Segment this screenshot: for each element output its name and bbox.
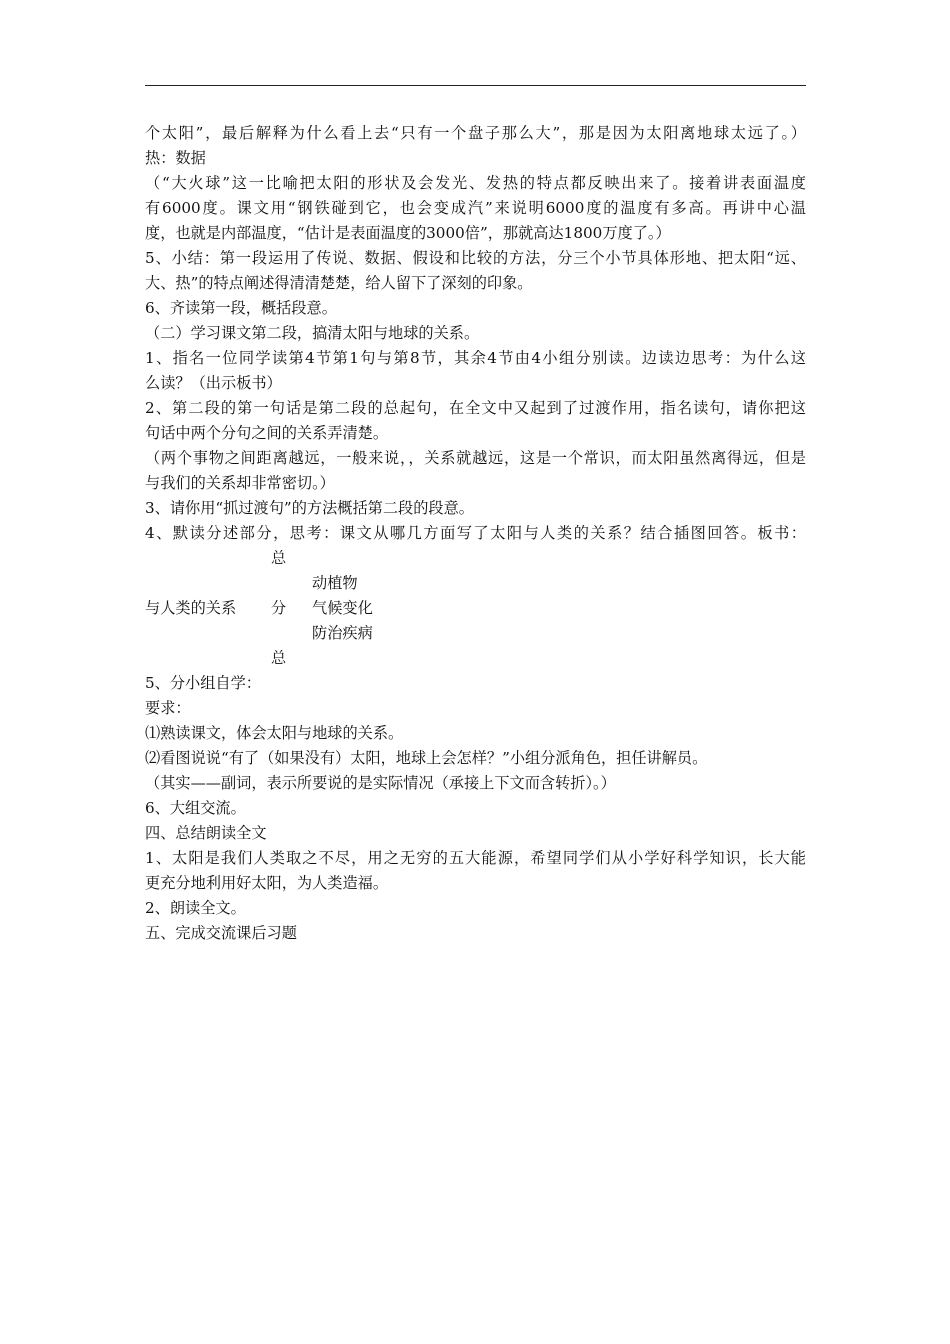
text-block-after-board <box>145 671 806 946</box>
text-line: （其实——副词，表示所要说的是实际情况（承接上下文而含转折）。） <box>145 774 616 792</box>
text-line: 与我们的关系却非常密切。） <box>145 474 335 492</box>
text-line: 1、太阳是我们人类取之不尽，用之无穷的五大能源，希望同学们从小学好科学知识，长大能 <box>145 849 806 867</box>
board-section-marker: 总 <box>271 549 287 567</box>
board-item: 气候变化 <box>312 599 373 617</box>
text-line: 五、完成交流课后习题 <box>145 924 297 942</box>
board-row <box>145 646 806 671</box>
text-line: 6、齐读第一段，概括段意。 <box>145 299 337 317</box>
board-item: 防治疾病 <box>312 624 373 642</box>
document-body <box>145 121 806 946</box>
text-line: 2、第二段的第一句话是第二段的总起句，在全文中又起到了过渡作用，指名读句，请你把这 <box>145 399 806 417</box>
board-item: 动植物 <box>312 574 358 592</box>
text-line: 个太阳”，最后解释为什么看上去“只有一个盘子那么大”，那是因为太阳离地球太远了。） <box>145 124 806 142</box>
text-line: 5、分小组自学： <box>145 674 261 692</box>
text-line: 更充分地利用好太阳，为人类造福。 <box>145 874 388 892</box>
text-line: 度，也就是内部温度，“估计是表面温度的3000倍”，那就高达1800万度了。） <box>145 224 671 242</box>
text-line: ⑴熟读课文，体会太阳与地球的关系。 <box>145 724 404 742</box>
text-line: 有6000度。课文用“钢铁碰到它，也会变成汽”来说明6000度的温度有多高。再讲中心温 <box>145 199 806 217</box>
text-line: 么读？（出示板书） <box>145 374 282 392</box>
board-row <box>145 596 806 621</box>
text-line: 5、小结：第一段运用了传说、数据、假设和比较的方法，分三个小节具体形地、把太阳“远、 <box>145 249 806 267</box>
board-row <box>145 621 806 646</box>
text-line: （二）学习课文第二段，搞清太阳与地球的关系。 <box>145 324 480 342</box>
text-line: 大、热”的特点阐述得清清楚楚，给人留下了深刻的印象。 <box>145 274 533 292</box>
text-line: 3、请你用“抓过渡句”的方法概括第二段的段意。 <box>145 499 474 517</box>
board-section-marker: 总 <box>271 649 287 667</box>
blackboard-outline <box>145 546 806 671</box>
text-line: 句话中两个分句之间的关系弄清楚。 <box>145 424 388 442</box>
text-line: 四、总结朗读全文 <box>145 824 267 842</box>
board-row <box>145 546 806 571</box>
text-line: 6、大组交流。 <box>145 799 246 817</box>
board-section-marker: 分 <box>271 599 287 617</box>
header-rule <box>145 85 806 86</box>
text-line: 2、朗读全文。 <box>145 899 246 917</box>
board-topic: 与人类的关系 <box>145 599 237 617</box>
text-line: （“大火球”这一比喻把太阳的形状及会发光、发热的特点都反映出来了。接着讲表面温度 <box>145 174 806 192</box>
board-row <box>145 571 806 596</box>
text-line: 要求： <box>145 699 191 717</box>
text-line: 4、默读分述部分，思考：课文从哪几方面写了太阳与人类的关系？结合插图回答。板书： <box>145 524 806 542</box>
text-line: （两个事物之间距离越远，一般来说，，关系就越远，这是一个常识，而太阳虽然离得远，但是 <box>145 449 806 467</box>
text-line: ⑵看图说说“有了（如果没有）太阳，地球上会怎样？”小组分派角色，担任讲解员。 <box>145 749 708 767</box>
text-block-before-board <box>145 121 806 546</box>
text-line: 热：数据 <box>145 149 206 167</box>
text-line: 1、指名一位同学读第4节第1句与第8节，其余4节由4小组分别读。边读边思考：为什么这 <box>145 349 806 367</box>
